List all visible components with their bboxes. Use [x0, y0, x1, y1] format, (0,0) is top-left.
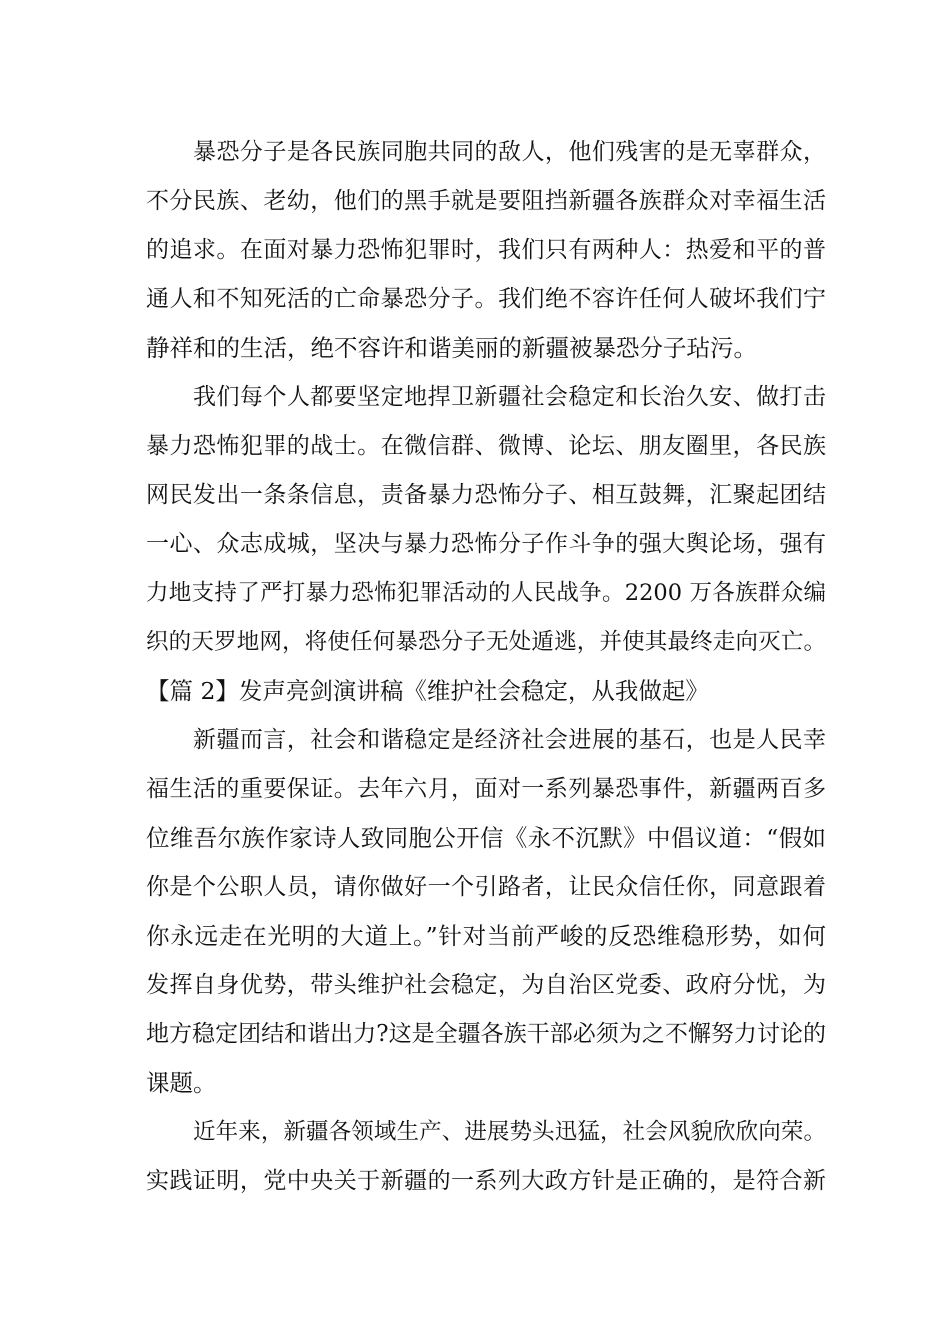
- text-line: 新疆而言，社会和谐稳定是经济社会进展的基石，也是人民幸: [193, 727, 826, 753]
- text-line: 福生活的重要保证。去年六月，面对一系列暴恐事件，新疆两百多: [146, 776, 826, 802]
- text-line: 暴力恐怖犯罪的战士。在微信群、微博、论坛、朋友圈里，各民族: [146, 433, 826, 459]
- text-line: 你是个公职人员，请你做好一个引路者，让民众信任你，同意跟着: [146, 874, 826, 900]
- text-line: 课题。: [146, 1069, 217, 1097]
- document-body: [146, 128, 826, 1206]
- text-line: 发挥自身优势，带头维护社会稳定，为自治区党委、政府分忧，为: [146, 972, 826, 998]
- text-line: 的追求。在面对暴力恐怖犯罪时，我们只有两种人：热爱和平的普: [146, 237, 826, 263]
- text-line: 织的天罗地网，将使任何暴恐分子无处遁逃，并使其最终走向灭亡。: [146, 629, 826, 655]
- text-line: 通人和不知死活的亡命暴恐分子。我们绝不容许任何人破坏我们宁: [146, 286, 826, 312]
- text-line: 地方稳定团结和谐出力?这是全疆各族干部必须为之不懈努力讨论的: [146, 1021, 826, 1047]
- text-line: 位维吾尔族作家诗人致同胞公开信《永不沉默》中倡议道：“假如: [146, 824, 826, 852]
- text-line: 暴恐分子是各民族同胞共同的敌人，他们残害的是无辜群众，: [193, 139, 826, 165]
- text-line: 我们每个人都要坚定地捍卫新疆社会稳定和长治久安、做打击: [193, 384, 826, 410]
- text-line: 一心、众志成城，坚决与暴力恐怖分子作斗争的强大舆论场，强有: [146, 531, 826, 557]
- text-line: 力地支持了严打暴力恐怖犯罪活动的人民战争。2200 万各族群众编: [146, 580, 826, 606]
- text-line: 【篇 2】发声亮剑演讲稿《维护社会稳定，从我做起》: [146, 677, 709, 705]
- text-line: 网民发出一条条信息，责备暴力恐怖分子、相互鼓舞，汇聚起团结: [146, 482, 826, 508]
- text-line: 实践证明，党中央关于新疆的一系列大政方针是正确的，是符合新: [146, 1168, 826, 1194]
- text-line: 近年来，新疆各领域生产、进展势头迅猛，社会风貌欣欣向荣。: [193, 1119, 826, 1145]
- text-line: 你永远走在光明的大道上。”针对当前严峻的反恐维稳形势，如何: [146, 922, 826, 950]
- text-line: 静祥和的生活，绝不容许和谐美丽的新疆被暴恐分子玷污。: [146, 334, 757, 362]
- text-line: 不分民族、老幼，他们的黑手就是要阻挡新疆各族群众对幸福生活: [146, 188, 826, 214]
